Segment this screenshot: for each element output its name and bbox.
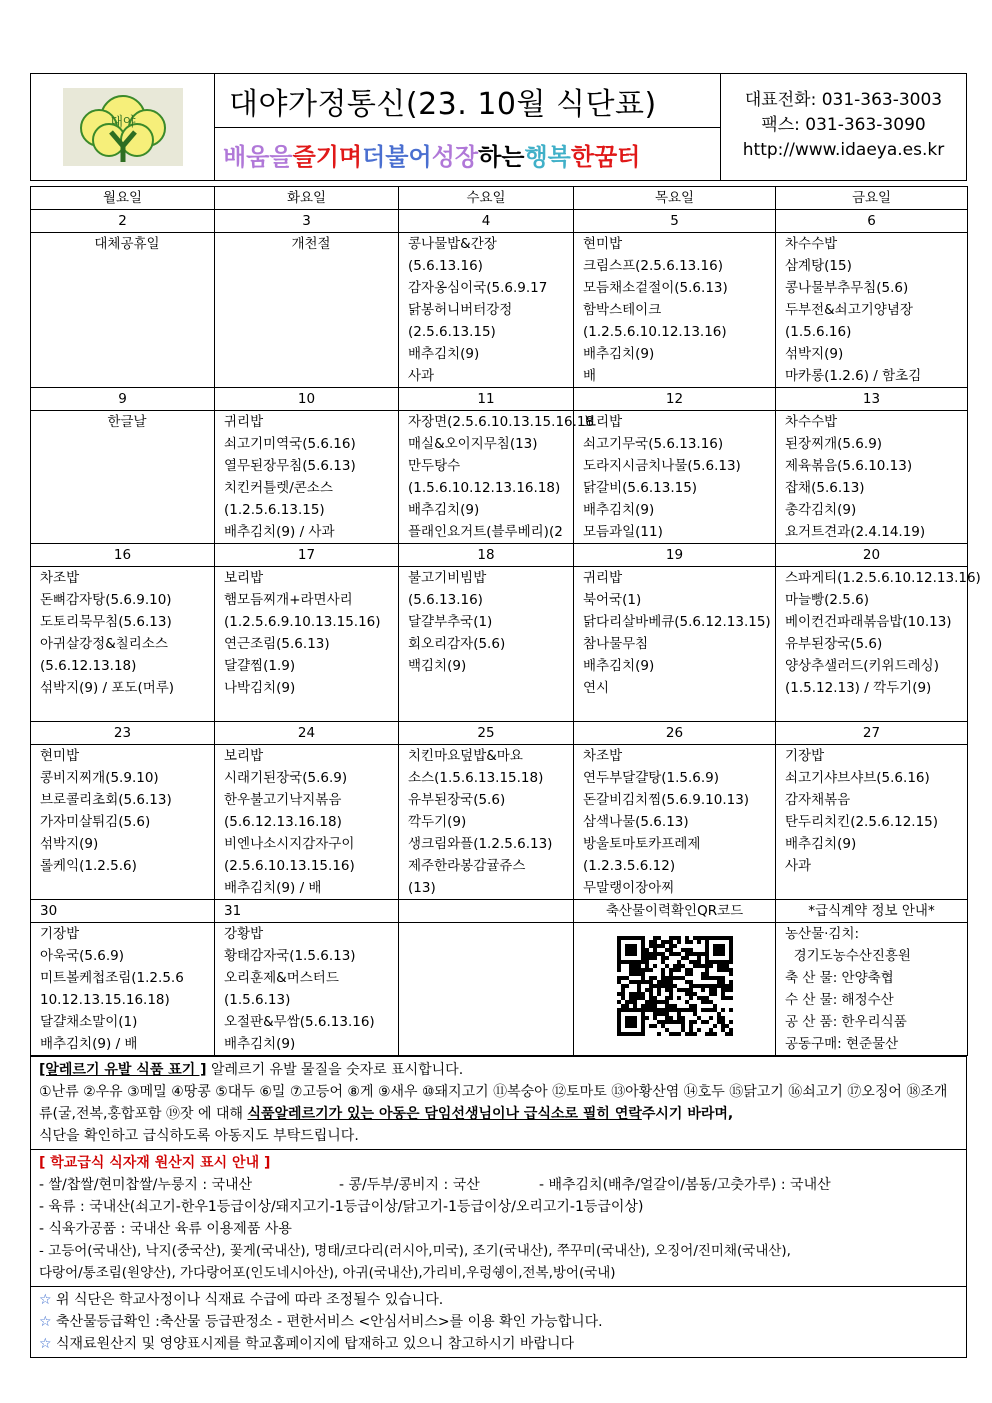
menu-cell [574,567,776,722]
menu-item: (1.5.6.10.12.13.16.18) [408,480,561,496]
date-number: 17 [215,544,399,567]
date-number: 13 [776,388,968,411]
menu-item: 차조밥 [40,570,80,586]
menu-item: 삼계탕(15) [785,258,852,274]
date-number: 18 [399,544,574,567]
allergy-item: ⑭호두 [683,1084,730,1100]
menu-item: 연시 [583,680,610,696]
menu-item: 방울토마토카프레제 [583,836,701,852]
menu-row [31,233,968,388]
menu-item: 플래인요거트(블루베리)(2 [408,524,563,540]
date-number: 27 [776,722,968,745]
allergy-item: ②우유 [83,1084,128,1100]
menu-item: 크림스프(2.5.6.13.16) [583,258,723,274]
title-box [215,74,721,180]
menu-item: (2.5.6.13.15) [408,324,496,340]
menu-item: (1.2.3.5.6.12) [583,858,676,874]
menu-item: 양상추샐러드(키위드레싱) [785,658,939,674]
allergy-item: ⑨새우 [377,1084,423,1100]
menu-item: 섞박지(9) [785,346,844,362]
menu-item: 현미밥 [583,236,623,252]
menu-item: 배추김치(9) / 배 [40,1036,138,1052]
contract-info-cell [776,923,968,1056]
menu-item: 10.12.13.15.16.18) [40,992,170,1008]
menu-cell [399,411,595,544]
menu-item: 배추김치(9) [583,346,655,362]
menu-row [31,923,968,1056]
menu-item: (1.5.6.16) [785,324,852,340]
menu-item: (5.6.13.16) [408,592,483,608]
menu-item: 닭갈비(5.6.13.15) [583,480,698,496]
allergy-item: ⑧게 [347,1084,378,1100]
note-text: 위 식단은 학교사정이나 식재료 수급에 따라 조정될수 있습니다. [56,1292,444,1308]
allergy-item: ③메밀 [127,1084,172,1100]
menu-item: 사과 [785,858,812,874]
date-number: 25 [399,722,574,745]
website-link[interactable]: http://www.idaeya.es.kr [742,140,945,160]
menu-item: 돈갈비김치찜(5.6.9.10.13) [583,792,750,808]
menu-item: 삼색나물(5.6.13) [583,814,689,830]
origin-rice: - 쌀/찹쌀/현미찹쌀/누룽지 : 국내산 [39,1177,253,1193]
date-number: 4 [399,210,574,233]
menu-item: 쇠고기샤브샤브(5.6.16) [785,770,930,786]
menu-item: 백김치(9) [408,658,467,674]
menu-item: 미트볼케첩조림(1.2.5.6 [40,970,184,986]
menu-item: 귀리밥 [224,414,264,430]
slogan-part: 배움을 [223,142,293,171]
slogan [215,128,720,180]
menu-item: (2.5.6.10.13.15.16) [224,858,355,874]
menu-item: 시래기된장국(5.6.9) [224,770,348,786]
contract-info-line: 수 산 물: 해정수산 [785,992,894,1008]
menu-item: 달걀채소말이(1) [40,1014,138,1030]
menu-item: 기장밥 [40,926,80,942]
phone-number: 대표전화: 031-363-3003 [744,90,943,110]
menu-row [31,745,968,900]
menu-item: (1.2.5.6.10.12.13.16) [583,324,727,340]
holiday-cell: 한글날 [31,411,215,544]
date-row [31,722,968,745]
menu-item: 생크림와플(1.2.5.6.13) [408,836,553,852]
info-title: *급식계약 정보 안내* [776,900,968,923]
menu-cell [574,411,776,544]
date-number: 30 [31,900,215,923]
menu-item: 기장밥 [785,748,825,764]
menu-item: 감자옹심이국(5.6.9.17 [408,280,548,296]
menu-item: 닭다리살바베큐(5.6.12.13.15) [583,614,771,630]
allergy-item: ⑲잣 [166,1106,198,1122]
empty-cell [399,900,574,923]
holiday-cell: 개천절 [215,233,399,388]
weekday-header: 화요일 [215,187,399,210]
menu-item: 만두탕수 [408,458,461,474]
menu-item: 배추김치(9) [408,502,480,518]
allergy-list [39,1081,958,1125]
menu-item: 오리훈제&머스터드 [224,970,339,986]
date-number: 9 [31,388,215,411]
school-logo-box [31,74,215,180]
menu-item: (1.5.12.13) / 깍두기(9) [785,680,932,696]
allergy-item: ⑤대두 [215,1084,260,1100]
allergy-title: [알레르기 유발 식품 표기 ] [39,1062,207,1078]
menu-cell [215,567,399,722]
date-number: 2 [31,210,215,233]
date-number: 5 [574,210,776,233]
menu-item: 북어국(1) [583,592,642,608]
menu-item: 도토리묵무침(5.6.13) [40,614,172,630]
origin-kimchi: - 배추김치(배추/얼갈이/봄동/고춧가루) : 국내산 [539,1177,831,1193]
allergy-intro: 알레르기 유발 물질을 숫자로 표시합니다. [206,1062,464,1078]
menu-cell [215,923,399,1056]
menu-row [31,411,968,544]
menu-item: 열무된장무침(5.6.13) [224,458,356,474]
menu-item: 콩나물부추무침(5.6) [785,280,909,296]
date-number: 3 [215,210,399,233]
origin-meat: - 육류 : 국내산(쇠고기-한우1등급이상/돼지고기-1등급이상/닭고기-1등급이상/오리고기-1등급이상) [39,1199,644,1215]
menu-item: 탄두리치킨(2.5.6.12.15) [785,814,939,830]
date-row [31,900,968,923]
menu-item: 배추김치(9) / 배 [224,880,322,896]
empty-cell [399,923,574,1056]
menu-item: (13) [408,880,436,896]
menu-item: 유부된장국(5.6) [785,636,883,652]
origin-title: [ 학교급식 식자재 원산지 표시 안내 ] [39,1155,271,1171]
menu-item: 회오리감자(5.6) [408,636,506,652]
menu-item: 비엔나소시지감자구이 [224,836,355,852]
menu-item: 불고기비빔밥 [408,570,487,586]
menu-item: 치킨커틀렛/콘소스 [224,480,333,496]
allergy-item: ①난류 [39,1084,84,1100]
allergy-item: ⑮닭고기 [729,1084,789,1100]
origin-row-1 [39,1174,958,1196]
menu-item: 된장찌개(5.6.9) [785,436,883,452]
allergy-item: ⑦고등어 [289,1084,348,1100]
menu-item: 쇠고기무국(5.6.13.16) [583,436,724,452]
star-icon: ☆ [39,1336,57,1352]
date-number: 10 [215,388,399,411]
menu-item: 배추김치(9) [408,346,480,362]
allergy-item: ④땅콩 [171,1084,216,1100]
menu-item: (5.6.12.13.16.18) [224,814,342,830]
menu-item: 나박김치(9) [224,680,296,696]
menu-item: (5.6.12.13.18) [40,658,137,674]
star-icon: ☆ [39,1314,57,1330]
menu-table [30,186,981,1056]
menu-cell [574,233,776,388]
menu-row [31,567,968,722]
menu-item: 아욱국(5.6.9) [40,948,125,964]
menu-item: 마카롱(1.2.6) / 함초김 [785,368,922,384]
contract-info-line: 공 산 품: 한우리식품 [785,1014,907,1030]
date-row [31,388,968,411]
menu-cell [215,411,399,544]
menu-item: 가자미살튀김(5.6) [40,814,151,830]
menu-cell [399,745,574,900]
menu-item: 연근조림(5.6.13) [224,636,330,652]
date-number: 6 [776,210,968,233]
menu-item: 오절판&무쌈(5.6.13.16) [224,1014,375,1030]
menu-item: 깍두기(9) [408,814,467,830]
fax-number: 팩스: 031-363-3090 [761,115,926,135]
date-number: 23 [31,722,215,745]
allergy-tail-post: 주시기 바라며, [641,1106,734,1122]
menu-item: 무말랭이장아찌 [583,880,675,896]
date-number: 31 [215,900,399,923]
school-logo [63,88,183,166]
weekday-header-row [31,187,968,210]
menu-item: 콩나물밥&간장 [408,236,497,252]
menu-item: (1.2.5.6.9.10.13.15.16) [224,614,381,630]
origin-seafood-2: 다랑어/통조림(원양산), 가다랑어포(인도네시아산), 아귀(국내산),가리비,우렁쉥이,전복,방어(국내) [39,1265,616,1281]
menu-item: 도라지시금치나물(5.6.13) [583,458,741,474]
menu-cell [399,233,574,388]
note-line [39,1333,958,1355]
menu-cell [776,233,968,388]
weekday-header: 목요일 [574,187,776,210]
date-number: 20 [776,544,968,567]
allergy-item: ⑯쇠고기 [788,1084,848,1100]
slogan-part: 하는 [478,142,525,171]
menu-item: 제주한라봉감귤쥬스 [408,858,526,874]
menu-item: 두부전&쇠고기양념장 [785,302,913,318]
allergy-section [30,1056,967,1150]
newsletter-page [30,73,981,1358]
menu-item: 보리밥 [583,414,623,430]
menu-item: 강황밥 [224,926,264,942]
origin-section [30,1150,967,1287]
date-number: 16 [31,544,215,567]
menu-item: 보리밥 [224,748,264,764]
note-text: 축산물등급확인 :축산물 등급판정소 - 편한서비스 <안심서비스>를 이용 확인 가능합니다. [56,1314,603,1330]
menu-item: 사과 [408,368,435,384]
menu-item: 쇠고기미역국(5.6.16) [224,436,356,452]
menu-item: 배추김치(9) [785,836,857,852]
weekday-header: 월요일 [31,187,215,210]
logo-text: 대야 [109,115,136,130]
menu-item: 자장면(2.5.6.10.13.15.16.18 [408,414,595,430]
contract-info-line: 공동구매: 현준물산 [785,1036,899,1052]
menu-item: 마늘빵(2.5.6) [785,592,870,608]
contract-info-line: 경기도농수산진흥원 [785,948,911,964]
menu-item: 참나물무침 [583,636,649,652]
menu-item: 소스(1.5.6.13.15.18) [408,770,544,786]
menu-item: 치킨마요덮밥&마요 [408,748,523,764]
allergy-item: ⑩돼지고기 [422,1084,494,1100]
slogan-part: 꿈터 [594,142,641,171]
menu-item: 아귀살강정&칠리소스 [40,636,168,652]
origin-processed: - 식육가공품 : 국내산 육류 이용제품 사용 [39,1221,292,1237]
allergy-item: ⑱조개류(굴,전복,홍합포함 [39,1084,948,1122]
qr-title: 축산물이력확인QR코드 [574,900,776,923]
allergy-item: ⑫토마토 [552,1084,612,1100]
menu-item: 브로콜리초회(5.6.13) [40,792,172,808]
date-number: 24 [215,722,399,745]
menu-item: 차수수밥 [785,414,838,430]
menu-cell [215,745,399,900]
menu-item: 귀리밥 [583,570,623,586]
menu-item: 달걀부추국(1) [408,614,493,630]
menu-item: 모듬채소겉절이(5.6.13) [583,280,728,296]
allergy-item: ⑥밀 [259,1084,290,1100]
note-line [39,1311,958,1333]
menu-item: 베이컨건파래볶음밥(10.13) [785,614,952,630]
menu-cell [399,567,574,722]
note-line [39,1289,958,1311]
menu-cell [31,567,215,722]
menu-item: 잡채(5.6.13) [785,480,865,496]
origin-seafood-1: - 고등어(국내산), 낙지(중국산), 꽃게(국내산), 명태/코다리(러시아,미국), 조기(국내산), 쭈꾸미(국내산), 오징어/진미채(국내산), [39,1243,791,1259]
contract-info-line: 축 산 물: 안양축협 [785,970,894,986]
qr-cell [574,923,776,1056]
slogan-part: 성장 [431,142,479,171]
menu-item: 배추김치(9) [583,502,655,518]
allergy-warning: 식품알레르기가 있는 아동은 담임선생님이나 급식소로 필히 연락 [247,1106,642,1122]
page-title: 대야가정통신(23. 10월 식단표) [215,74,720,128]
menu-item: 제육볶음(5.6.10.13) [785,458,913,474]
menu-item: 차수수밥 [785,236,838,252]
menu-cell [776,411,968,544]
menu-cell [776,567,981,722]
menu-item: 매실&오이지무침(13) [408,436,538,452]
menu-item: 돈뼈감자탕(5.6.9.10) [40,592,172,608]
allergy-line3: 식단을 확인하고 급식하도록 아동지도 부탁드립니다. [39,1128,359,1144]
qr-code-icon[interactable] [617,936,733,1036]
menu-item: 감자채볶음 [785,792,851,808]
slogan-part: 더불어 [362,142,432,171]
menu-cell [31,745,215,900]
menu-item: 총각김치(9) [785,502,857,518]
menu-item: 차조밥 [583,748,623,764]
menu-item: 배추김치(9) [583,658,655,674]
contact-info [721,74,966,180]
menu-item: 섞박지(9) [40,836,99,852]
holiday-cell: 대체공휴일 [31,233,215,388]
menu-cell [776,745,968,900]
menu-item: 보리밥 [224,570,264,586]
weekday-header: 금요일 [776,187,968,210]
star-icon: ☆ [39,1292,57,1308]
menu-item: 달걀찜(1.9) [224,658,296,674]
date-row [31,210,968,233]
menu-item: 모듬과일(11) [583,524,663,540]
notes-section [30,1287,967,1358]
allergy-item: ⑰오징어 [847,1084,907,1100]
allergy-tail: 에 대해 [198,1106,248,1122]
menu-item: 배 [583,368,597,384]
menu-item: 현미밥 [40,748,80,764]
weekday-header: 수요일 [399,187,574,210]
menu-item: (1.5.6.13) [224,992,291,1008]
menu-item: 닭봉허니버터강정 [408,302,513,318]
menu-item: 롤케익(1.2.5.6) [40,858,137,874]
menu-item: 한우불고기낙지볶음 [224,792,342,808]
menu-item: 연두부달걀탕(1.5.6.9) [583,770,720,786]
note-text: 식재료원산지 및 영양표시제를 학교홈페이지에 탑재하고 있으니 참고하시기 바랍니다 [56,1336,575,1352]
contract-info-line: 농산물·김치: [785,926,860,942]
menu-item: 스파게티(1.2.5.6.10.12.13.16) [785,570,981,586]
menu-item: 요거트견과(2.4.14.19) [785,524,926,540]
date-number: 19 [574,544,776,567]
menu-cell [31,923,215,1056]
menu-item: 햄모듬찌개+라면사리 [224,592,353,608]
slogan-part: 한 [570,142,594,171]
menu-item: 섞박지(9) / 포도(머루) [40,680,175,696]
menu-item: 유부된장국(5.6) [408,792,506,808]
menu-item: 배추김치(9) / 사과 [224,524,335,540]
date-row [31,544,968,567]
header [30,73,967,181]
menu-cell [574,745,776,900]
date-number: 26 [574,722,776,745]
date-number: 11 [399,388,574,411]
allergy-item: ⑪복숭아 [493,1084,553,1100]
slogan-part: 즐기며 [292,142,363,171]
menu-item: (1.2.5.6.13.15) [224,502,325,518]
menu-item: 황태감자국(1.5.6.13) [224,948,356,964]
menu-item: 배추김치(9) [224,1036,296,1052]
slogan-part: 행복 [524,142,571,171]
date-number: 12 [574,388,776,411]
origin-bean: - 콩/두부/콩비지 : 국산 [339,1177,480,1193]
menu-item: 함박스테이크 [583,302,662,318]
menu-item: 콩비지찌개(5.9.10) [40,770,159,786]
allergy-item: ⑬아황산염 [611,1084,684,1100]
menu-item: (5.6.13.16) [408,258,483,274]
